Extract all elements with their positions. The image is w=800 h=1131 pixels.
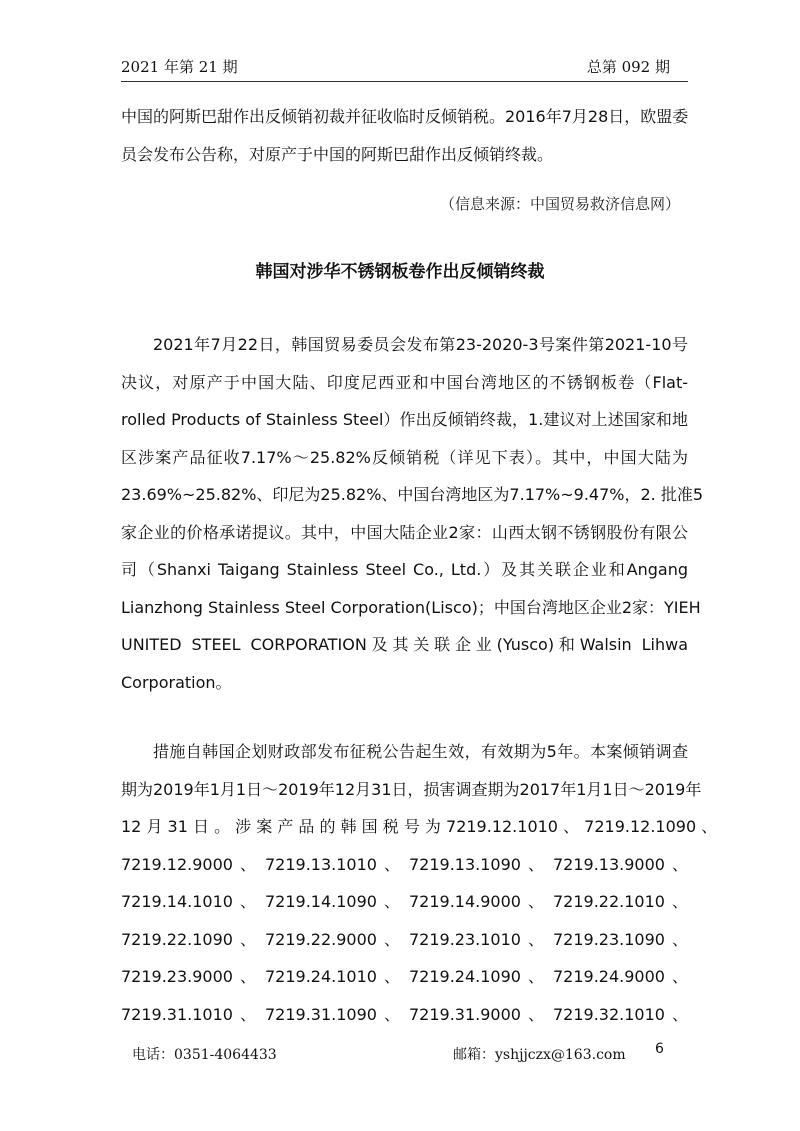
paragraph-line: 决议，对原产于中国大陆、印度尼西亚和中国台湾地区的不锈钢板卷（Flat-: [121, 372, 688, 392]
paragraph-line: 措施自韩国企划财政部发布征税公告起生效，有效期为5年。本案倾销调查: [153, 742, 688, 761]
paragraph-line: 区涉案产品征收7.17%～25.82%反倾销税（详见下表）。其中，中国大陆为: [121, 447, 688, 467]
page-number: 6: [655, 1041, 664, 1057]
paragraph-line: rolled Products of Stainless Steel）作出反倾销终裁，1.建议对上述国家和地: [121, 410, 688, 429]
paragraph-line: 2021年7月22日，韩国贸易委员会发布第23-2020-3号案件第2021-10号: [153, 335, 688, 354]
paragraph-line: 期为2019年1月1日～2019年12月31日，损害调查期为2017年1月1日～2019年: [121, 779, 702, 799]
footer-email: 邮箱：yshjjczx@163.com: [453, 1047, 626, 1063]
article-title: 韩国对涉华不锈钢板卷作出反倾销终裁: [255, 262, 545, 282]
paragraph-line: 7219.23.9000 、 7219.24.1010 、 7219.24.1090 、 7219.24.9000 、: [121, 967, 688, 986]
footer-phone: 电话：0351-4064433: [132, 1047, 277, 1063]
paragraph-line: UNITED STEEL CORPORATION及其关联企业(Yusco)和Walsin Lihwa: [121, 635, 688, 654]
paragraph-line: Corporation。: [121, 672, 232, 692]
paragraph-line: 家企业的价格承诺提议。其中，中国大陆企业2家：山西太钢不锈钢股份有限公: [121, 522, 688, 542]
source-note: （信息来源：中国贸易救济信息网）: [439, 195, 680, 213]
intro-paragraph: [121, 98, 688, 173]
paragraph-line: 7219.31.1010 、 7219.31.1090 、 7219.31.9000 、 7219.32.1010 、: [121, 1004, 688, 1024]
paragraph-line: 7219.12.9000 、 7219.13.1010 、 7219.13.1090 、 7219.13.9000 、: [121, 854, 688, 874]
intro-line: 员会发布公告称，对原产于中国的阿斯巴甜作出反倾销终裁。: [121, 144, 554, 164]
paragraph-line: 司（Shanxi Taigang Stainless Steel Co., Ltd.）及其关联企业和Angang: [121, 560, 688, 579]
paragraph-line: 7219.22.1090 、 7219.22.9000 、 7219.23.1010 、 7219.23.1090 、: [121, 929, 688, 949]
page-footer: [0, 1041, 800, 1068]
issue-label: 2021 年第 21 期: [121, 58, 238, 76]
header-divider: [121, 81, 688, 82]
paragraph-line: 23.69%~25.82%、印尼为25.82%、中国台湾地区为7.17%~9.47%，2. 批准5: [121, 485, 704, 504]
intro-line: 中国的阿斯巴甜作出反倾销初裁并征收临时反倾销税。2016年7月28日，欧盟委: [121, 107, 689, 126]
article-paragraph-2: [121, 733, 718, 1033]
paragraph-line: Lianzhong Stainless Steel Corporation(Lisco)；中国台湾地区企业2家：YIEH: [121, 597, 701, 617]
paragraph-line: 12 月 31 日 。 涉 案 产 品 的 韩 国 税 号 为 7219.12.1010 、 7219.12.1090 、: [121, 817, 718, 836]
article-paragraph-1: [121, 326, 704, 701]
paragraph-line: 7219.14.1010 、 7219.14.1090 、 7219.14.9000 、 7219.22.1010 、: [121, 892, 688, 911]
total-issue-label: 总第 092 期: [586, 58, 670, 76]
